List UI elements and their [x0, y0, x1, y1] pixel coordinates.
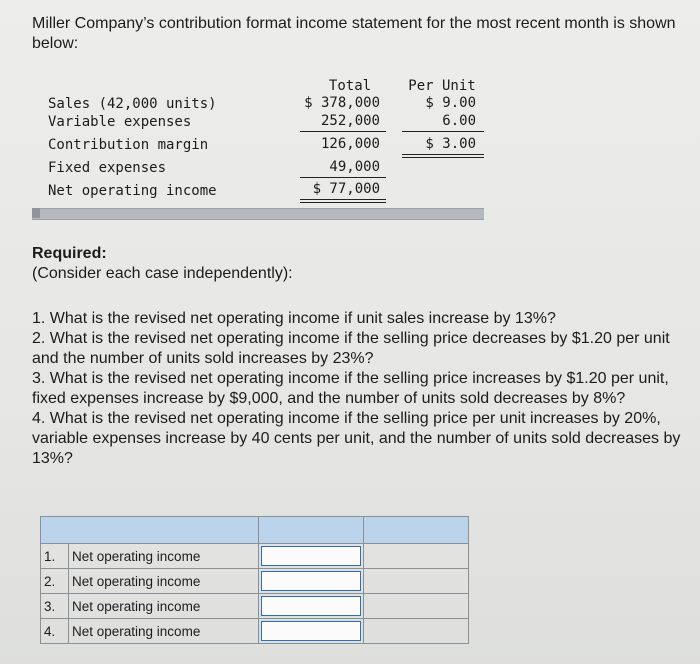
answer-cell-extra [364, 569, 469, 594]
row-label-contribution-margin: Contribution margin [48, 137, 209, 153]
answer-row-label: Net operating income [69, 569, 259, 594]
row-label-net-operating-income: Net operating income [48, 183, 217, 199]
answer-header-col-2 [364, 517, 469, 544]
question-3: 3. What is the revised net operating income if the selling price increases by $1.20 per unit, fixed expenses increase by $9,000, and the number of units sold decreases by 8%? [32, 370, 669, 407]
answer-row-label: Net operating income [69, 619, 259, 644]
required-section [32, 244, 293, 284]
question-1: 1. What is the revised net operating income if unit sales increase by 13%? [32, 310, 556, 327]
required-title: Required: [32, 245, 107, 262]
answer-cell-extra [364, 594, 469, 619]
underline-unit-variable [402, 131, 484, 132]
answer-input-3[interactable] [259, 594, 364, 619]
per-unit-variable-expenses: 6.00 [442, 113, 476, 129]
per-unit-contribution-margin: $ 3.00 [425, 136, 476, 152]
underline-total-fixed [300, 177, 386, 178]
answer-header-col-1 [259, 517, 364, 544]
total-variable-expenses: 252,000 [320, 113, 380, 129]
answer-cell-extra [364, 619, 469, 644]
answer-row-number: 2. [41, 569, 69, 594]
answer-row [41, 594, 469, 619]
question-2: 2. What is the revised net operating income if the selling price decreases by $1.20 per unit and the number of units sold increases by 23%? [32, 330, 670, 367]
answer-cell-extra [364, 544, 469, 569]
per-unit-sales: $ 9.00 [425, 95, 476, 111]
underline-total-variable [300, 131, 386, 132]
answer-row [41, 619, 469, 644]
answer-input-box[interactable] [261, 596, 361, 616]
answer-input-1[interactable] [259, 544, 364, 569]
double-underline-unit-1 [402, 154, 484, 155]
questions-list [32, 309, 692, 469]
answer-row [41, 544, 469, 569]
answer-row [41, 569, 469, 594]
row-label-variable-expenses: Variable expenses [48, 114, 192, 130]
double-underline-unit-2 [402, 157, 484, 158]
intro-text: Miller Company’s contribution format income statement for the most recent month is shown below: [32, 15, 676, 52]
question-4: 4. What is the revised net operating income if the selling price per unit increases by 20%, variable expenses increase by 40 cents per unit, and the number of units sold decreases by 13%? [32, 410, 681, 467]
answer-table [40, 516, 469, 644]
answer-row-number: 4. [41, 619, 69, 644]
answer-input-2[interactable] [259, 569, 364, 594]
answer-row-number: 3. [41, 594, 69, 619]
answer-input-box[interactable] [261, 571, 361, 591]
header-total: Total [328, 78, 372, 94]
answer-table-header [41, 517, 469, 544]
total-fixed-expenses: 49,000 [329, 159, 380, 175]
row-label-fixed-expenses: Fixed expenses [48, 160, 167, 176]
header-per-unit: Per Unit [408, 78, 476, 94]
double-underline-total-2 [300, 202, 386, 203]
row-label-sales: Sales (42,000 units) [48, 96, 217, 112]
answer-header-blank [41, 517, 259, 544]
answer-row-label: Net operating income [69, 544, 259, 569]
answer-row-number: 1. [41, 544, 69, 569]
total-sales: $ 378,000 [304, 95, 380, 111]
required-subtitle: (Consider each case independently): [32, 265, 293, 282]
scroll-band [32, 208, 484, 220]
scroll-band-cap [32, 208, 40, 218]
answer-row-label: Net operating income [69, 594, 259, 619]
answer-input-box[interactable] [261, 546, 361, 566]
total-net-operating-income: $ 77,000 [312, 181, 380, 197]
answer-input-4[interactable] [259, 619, 364, 644]
answer-input-box[interactable] [261, 621, 361, 641]
total-contribution-margin: 126,000 [320, 136, 380, 152]
double-underline-total-1 [300, 199, 386, 200]
